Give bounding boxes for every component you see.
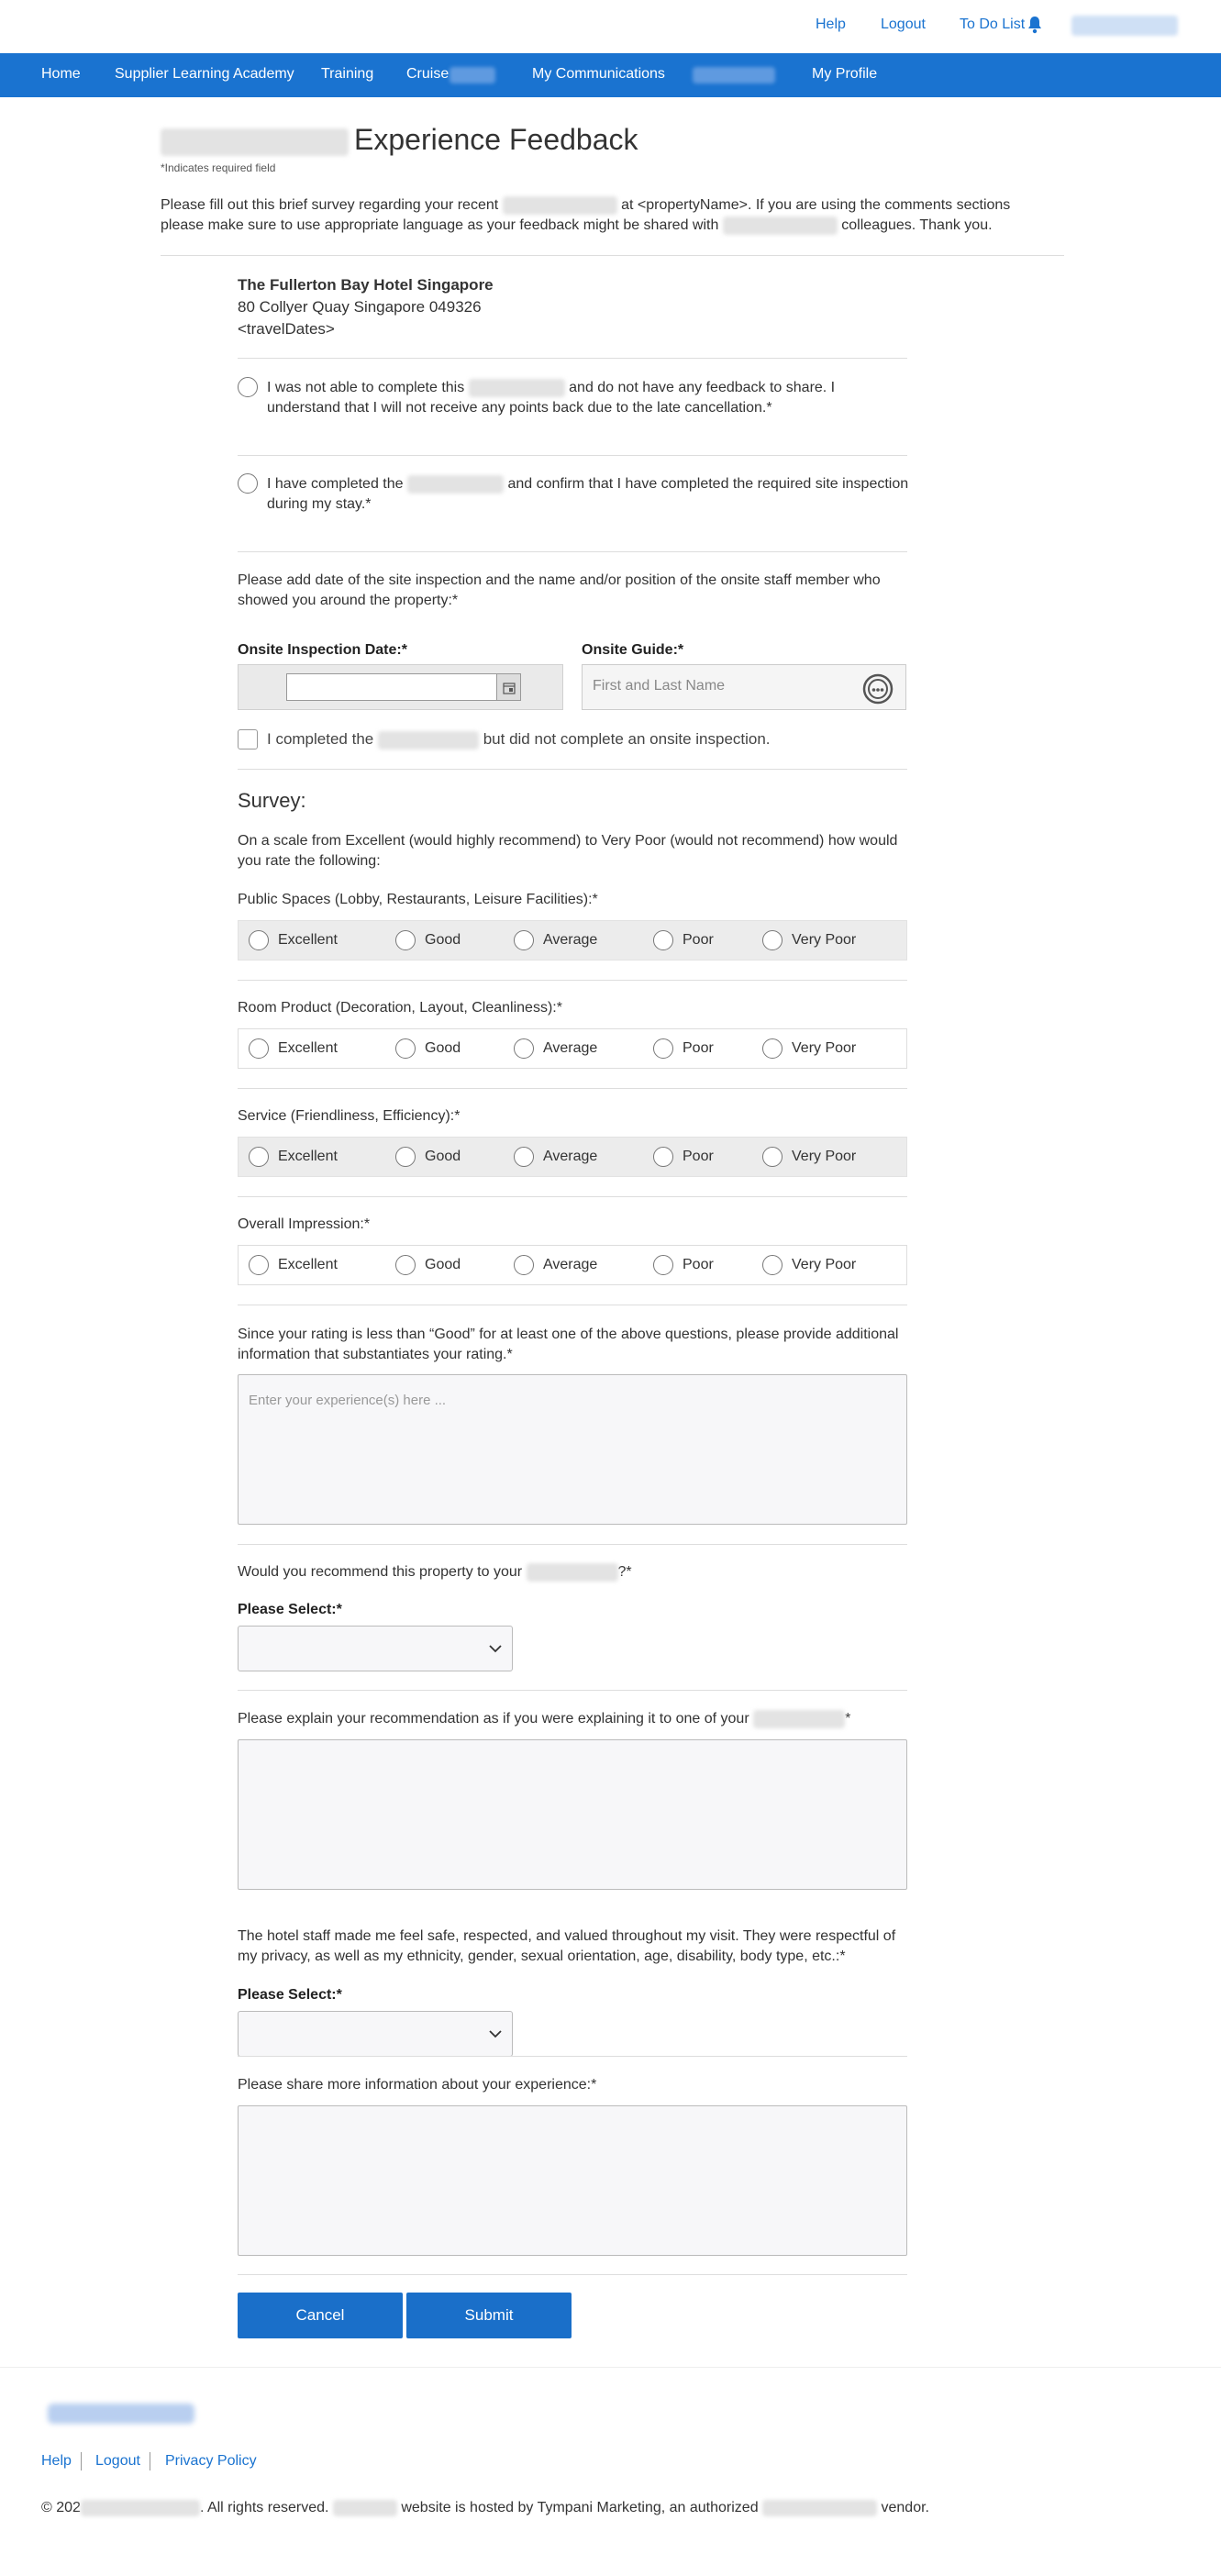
nav-item-redacted[interactable] [693, 67, 775, 83]
rating-label: Very Poor [792, 1040, 857, 1056]
rating-radio-good[interactable] [395, 1038, 416, 1059]
autofill-icon[interactable] [861, 672, 894, 705]
property-address: 80 Collyer Quay Singapore 049326 [238, 298, 482, 316]
rating-label: Excellent [278, 1040, 338, 1056]
rating-label: Poor [683, 1040, 714, 1056]
rating-label: Excellent [278, 932, 338, 948]
rating-label: Poor [683, 1257, 714, 1272]
inspection-prompt: Please add date of the site inspection and the name and/or position of the onsite staff member who showed you around the property:* [238, 572, 881, 608]
required-note: *Indicates required field [161, 161, 276, 174]
property-name: The Fullerton Bay Hotel Singapore [238, 276, 494, 294]
cancel-button[interactable]: Cancel [238, 2293, 403, 2338]
divider [238, 358, 907, 359]
completed-radio[interactable] [238, 473, 258, 494]
copyright: © 202 . All rights reserved. website is hosted by Tympani Marketing, an authorized vendor. [41, 2500, 929, 2516]
main-nav [0, 53, 1221, 97]
recommend-question: Would you recommend this property to your ?* [238, 1564, 632, 1580]
guide-placeholder: First and Last Name [593, 678, 726, 694]
title-prefix-redacted [161, 128, 349, 156]
no-inspection-checkbox[interactable] [238, 729, 258, 749]
explain-textarea[interactable] [238, 1739, 907, 1890]
rating-label: Good [425, 1040, 461, 1056]
divider [238, 2056, 907, 2057]
rating-label: Very Poor [792, 1149, 857, 1164]
not-completed-label: I was not able to complete this and do not have any feedback to share. I understand that I will not receive any points back due to the late cancellation.* [267, 380, 836, 416]
rating-label: Poor [683, 1149, 714, 1164]
rating-label: Average [543, 1257, 598, 1272]
rating-label: Very Poor [792, 932, 857, 948]
rating-radio-very-poor[interactable] [762, 1147, 783, 1167]
onsite-guide-input[interactable] [582, 664, 906, 710]
inspection-date-input[interactable] [286, 673, 497, 701]
rating-radio-good[interactable] [395, 1255, 416, 1275]
divider [238, 551, 907, 552]
explain-question: Please explain your recommendation as if you were explaining it to one of your * [238, 1711, 851, 1727]
rating-label: Poor [683, 932, 714, 948]
divider [238, 455, 907, 456]
bell-icon[interactable] [1027, 16, 1043, 34]
page-title [161, 123, 638, 157]
chevron-down-icon [488, 1641, 503, 1656]
question-public-spaces: Public Spaces (Lobby, Restaurants, Leisure Facilities):* [238, 892, 598, 907]
rating-label: Good [425, 1149, 461, 1164]
footer-help-link[interactable]: Help [41, 2453, 72, 2469]
divider [238, 1088, 907, 1089]
rating-radio-excellent[interactable] [249, 1038, 269, 1059]
rating-service [238, 1137, 907, 1177]
rating-radio-good[interactable] [395, 930, 416, 950]
not-completed-radio[interactable] [238, 377, 258, 397]
travel-dates: <travelDates> [238, 320, 335, 338]
rating-radio-good[interactable] [395, 1147, 416, 1167]
rating-label: Excellent [278, 1149, 338, 1164]
rating-radio-very-poor[interactable] [762, 1038, 783, 1059]
divider [238, 769, 907, 770]
intro-text: Please fill out this brief survey regarding your recent at <propertyName>. If you are using the comments sections please make sure to use appropriate language as your feedback might be shared with colleagues. Thank you. [161, 197, 1011, 233]
rating-radio-very-poor[interactable] [762, 1255, 783, 1275]
question-room-product: Room Product (Decoration, Layout, Cleanliness):* [238, 1000, 562, 1016]
footer-privacy-link[interactable]: Privacy Policy [165, 2453, 257, 2469]
utility-bar [0, 0, 1221, 53]
rating-radio-excellent[interactable] [249, 1255, 269, 1275]
safety-question: The hotel staff made me feel safe, respected, and valued throughout my visit. They were respectful of my privacy, as well as my ethnicity, gender, sexual orientation, age, disability, body type, etc.:* [238, 1928, 896, 1964]
low-rating-prompt: Since your rating is less than “Good” for at least one of the above questions, please provide additional information that substantiates your rating.* [238, 1327, 899, 1362]
rating-radio-average[interactable] [514, 1255, 534, 1275]
rating-radio-poor[interactable] [653, 1038, 673, 1059]
rating-radio-poor[interactable] [653, 930, 673, 950]
divider [238, 980, 907, 981]
more-info-textarea[interactable] [238, 2105, 907, 2256]
nav-home[interactable]: Home [41, 66, 81, 82]
chevron-down-icon [488, 2026, 503, 2041]
inspection-date-label: Onsite Inspection Date:* [238, 642, 407, 658]
more-info-question: Please share more information about your experience:* [238, 2077, 597, 2093]
help-link[interactable]: Help [816, 17, 846, 32]
recommend-select[interactable] [238, 1626, 513, 1671]
submit-button[interactable]: Submit [406, 2293, 572, 2338]
rating-public-spaces [238, 920, 907, 960]
divider [238, 1196, 907, 1197]
rating-overall [238, 1245, 907, 1285]
rating-radio-poor[interactable] [653, 1147, 673, 1167]
rating-radio-average[interactable] [514, 1147, 534, 1167]
rating-radio-average[interactable] [514, 930, 534, 950]
rating-label: Excellent [278, 1257, 338, 1272]
todo-list-link[interactable]: To Do List [960, 17, 1026, 32]
rating-label: Average [543, 1040, 598, 1056]
rating-radio-average[interactable] [514, 1038, 534, 1059]
footer-logout-link[interactable]: Logout [95, 2453, 140, 2469]
nav-my-communications[interactable]: My Communications [532, 66, 665, 82]
survey-scale-prompt: On a scale from Excellent (would highly recommend) to Very Poor (would not recommend) how would you rate the following: [238, 833, 898, 869]
nav-supplier-learning-academy[interactable]: Supplier Learning Academy [115, 66, 294, 82]
page-title-text: Experience Feedback [354, 123, 638, 156]
rating-label: Good [425, 1257, 461, 1272]
divider [238, 1690, 907, 1691]
logout-link[interactable]: Logout [881, 17, 926, 32]
survey-heading: Survey: [238, 789, 306, 812]
nav-cruise-suffix-redacted [450, 67, 495, 83]
question-overall: Overall Impression:* [238, 1216, 371, 1232]
rating-label: Average [543, 1149, 598, 1164]
divider [238, 2274, 907, 2275]
rating-room-product [238, 1028, 907, 1069]
nav-my-profile[interactable]: My Profile [812, 66, 878, 82]
footer-divider [0, 2367, 1221, 2368]
safety-select-label: Please Select:* [238, 1987, 342, 2003]
rating-label: Average [543, 932, 598, 948]
recommend-select-label: Please Select:* [238, 1602, 342, 1617]
question-service: Service (Friendliness, Efficiency):* [238, 1108, 461, 1124]
calendar-icon [503, 682, 516, 694]
rating-radio-poor[interactable] [653, 1255, 673, 1275]
rating-radio-excellent[interactable] [249, 930, 269, 950]
no-inspection-label: I completed the but did not complete an onsite inspection. [267, 730, 771, 748]
nav-cruise[interactable]: Cruise [406, 66, 450, 82]
onsite-guide-label: Onsite Guide:* [582, 642, 684, 658]
experience-placeholder: Enter your experience(s) here ... [249, 1393, 447, 1408]
rating-label: Good [425, 932, 461, 948]
safety-select[interactable] [238, 2011, 513, 2057]
divider [161, 255, 1064, 256]
rating-radio-very-poor[interactable] [762, 930, 783, 950]
user-account-menu[interactable] [1071, 16, 1178, 36]
footer-logo [48, 2404, 194, 2424]
inspection-date-field [238, 664, 563, 710]
experience-textarea[interactable] [238, 1374, 907, 1525]
nav-training[interactable]: Training [321, 66, 374, 82]
completed-label: I have completed the and confirm that I have completed the required site inspection during my stay.* [267, 476, 909, 512]
rating-label: Very Poor [792, 1257, 857, 1272]
divider [238, 1544, 907, 1545]
calendar-button[interactable] [497, 673, 521, 701]
rating-radio-excellent[interactable] [249, 1147, 269, 1167]
